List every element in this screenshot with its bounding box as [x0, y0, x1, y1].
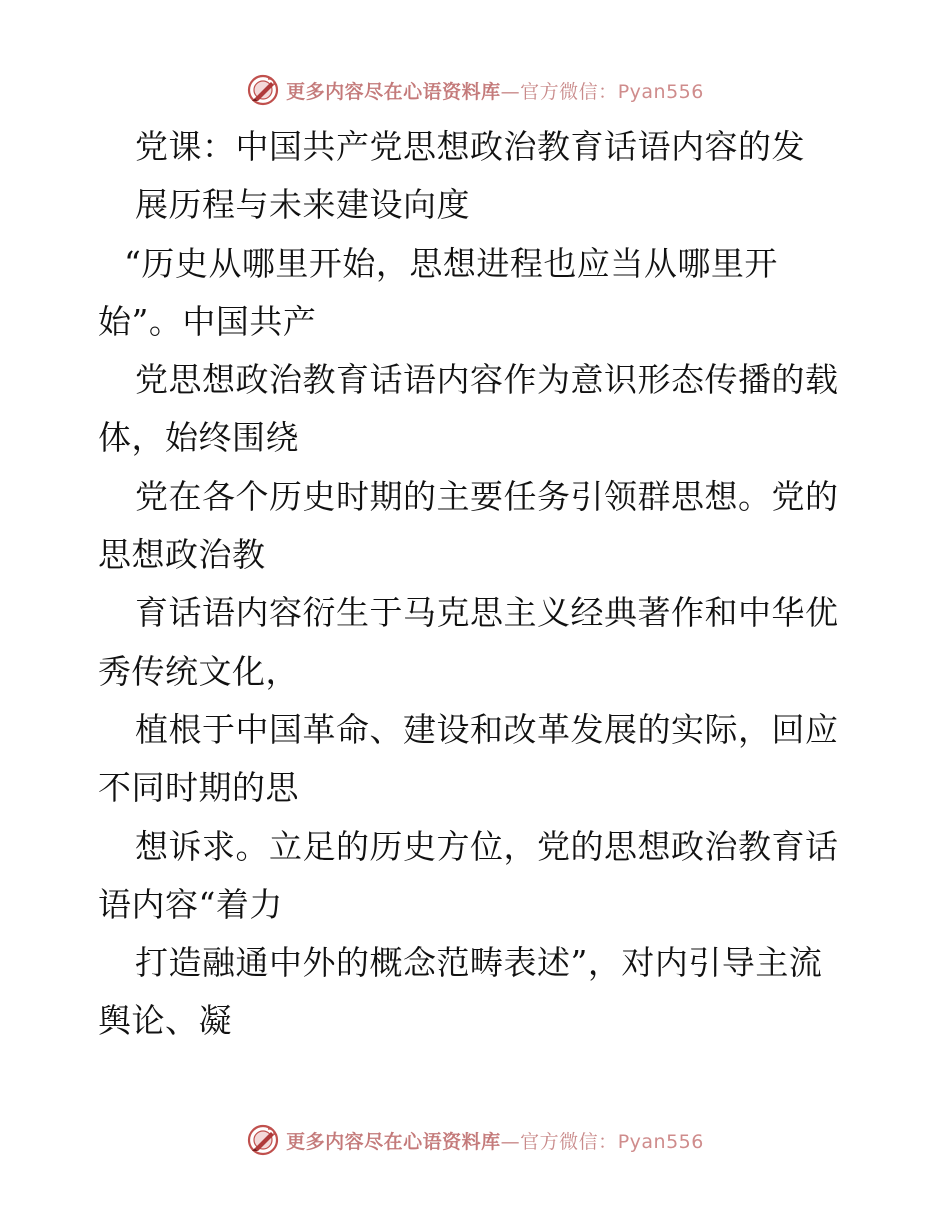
- text-line: 体，始终围绕: [98, 418, 299, 458]
- text-line: “历史从哪里开始，思想进程也应当从哪里开: [124, 243, 778, 283]
- watermark-label: 官方微信：: [520, 80, 618, 103]
- watermark-header: [0, 70, 950, 110]
- text-line: 党在各个历史时期的主要任务引领群思想。党的: [135, 476, 839, 516]
- brand-logo-icon: [246, 73, 280, 107]
- text-line: 舆论、凝: [98, 1001, 232, 1041]
- watermark-separator: —: [500, 80, 521, 103]
- text-line: 语内容“着力: [98, 884, 283, 924]
- brand-logo-icon: [246, 1123, 280, 1157]
- text-line: 秀传统文化，: [98, 651, 299, 691]
- watermark-wechat-id: Pyan556: [617, 1130, 704, 1153]
- text-line: 党思想政治教育话语内容作为意识形态传播的载: [135, 360, 839, 400]
- watermark-text: [286, 77, 704, 104]
- document-body: [98, 118, 858, 1051]
- text-line: 始”。中国共产: [98, 301, 317, 341]
- watermark-label: 官方微信：: [520, 1130, 618, 1153]
- watermark-footer: [0, 1120, 950, 1160]
- watermark-main: 更多内容尽在心语资料库: [286, 1130, 501, 1153]
- text-line: 不同时期的思: [98, 768, 299, 808]
- text-line: 思想政治教: [98, 535, 266, 575]
- text-line: 育话语内容衍生于马克思主义经典著作和中华优: [135, 593, 839, 633]
- text-line: 想诉求。立足的历史方位，党的思想政治教育话: [135, 826, 839, 866]
- text-line: 展历程与未来建设向度: [135, 185, 470, 225]
- watermark-main: 更多内容尽在心语资料库: [286, 80, 501, 103]
- text-line: 党课：中国共产党思想政治教育话语内容的发: [135, 127, 805, 166]
- watermark-text: [286, 1127, 704, 1154]
- watermark-separator: —: [500, 1130, 521, 1153]
- text-line: 打造融通中外的概念范畴表述”，对内引导主流: [135, 943, 823, 983]
- watermark-wechat-id: Pyan556: [617, 80, 704, 103]
- text-line: 植根于中国革命、建设和改革发展的实际，回应: [135, 709, 839, 749]
